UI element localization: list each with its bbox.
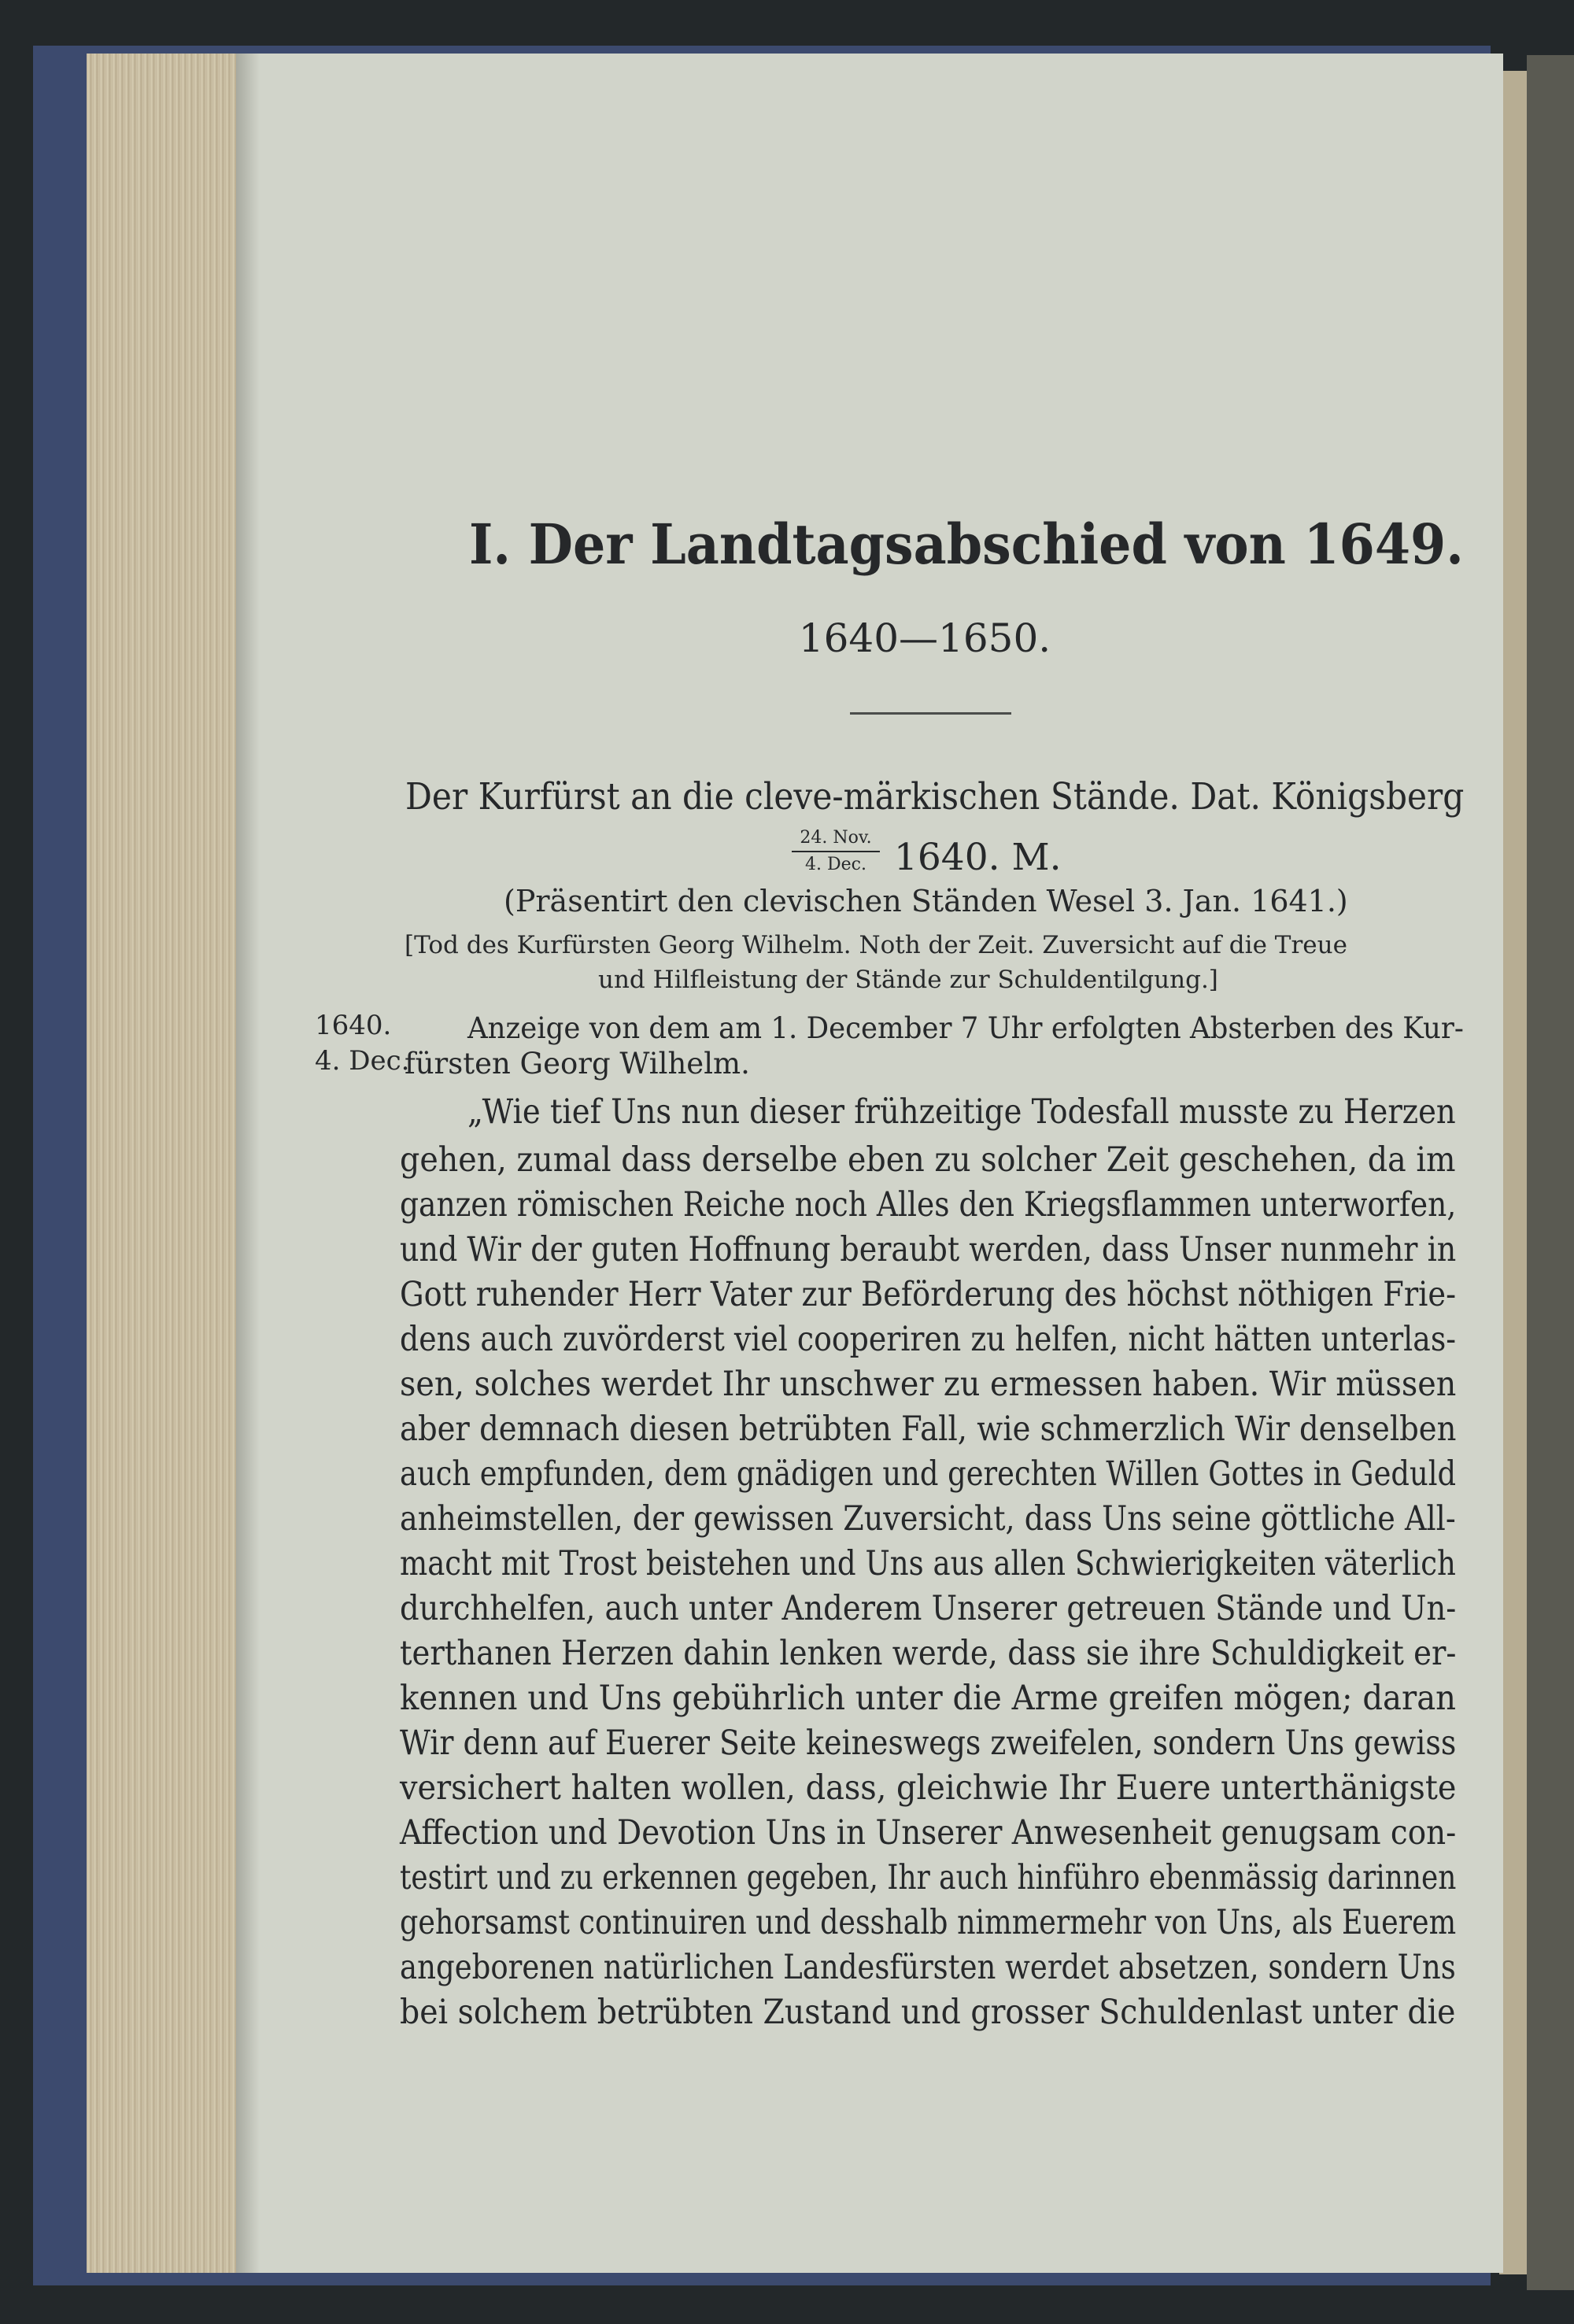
adjacent-page-edge xyxy=(1499,71,1531,2274)
document-heading: Der Kurfürst an die cleve-märkischen Stände. Dat. Königsberg xyxy=(405,775,1465,818)
body-line: Gott ruhender Herr Vater zur Beförderung des höchst nöthigen Frie- xyxy=(400,1275,1457,1314)
body-line: dens auch zuvörderst viel cooperiren zu helfen, nicht hätten unterlas- xyxy=(400,1320,1457,1359)
date-old-style: 24. Nov. xyxy=(792,829,880,852)
body-line: „Wie tief Uns nun dieser frühzeitige Todesfall musste zu Herzen xyxy=(467,1092,1456,1132)
body-line: durchhelfen, auch unter Anderem Unserer getreuen Stände und Un- xyxy=(400,1589,1457,1628)
body-line: angeborenen natürlichen Landesfürsten werdet absetzen, sondern Uns xyxy=(400,1948,1456,1987)
margin-note-date: 4. Dec. xyxy=(315,1045,410,1077)
summary-line: und Hilfleistung der Stände zur Schuldentilgung.] xyxy=(598,966,1218,994)
body-line: terthanen Herzen dahin lenken werde, dass sie ihre Schuldigkeit er- xyxy=(400,1634,1457,1673)
body-line: auch empfunden, dem gnädigen und gerechten Willen Gottes in Geduld xyxy=(400,1454,1457,1494)
body-line: gehorsamst continuiren und desshalb nimmermehr von Uns, als Euerem xyxy=(400,1903,1457,1942)
chapter-years: 1640—1650. xyxy=(798,615,1051,661)
body-line: kennen und Uns gebührlich unter die Arme greifen mögen; daran xyxy=(400,1679,1457,1718)
body-line: und Wir der guten Hoffnung beraubt werden, dass Unser nunmehr in xyxy=(400,1230,1457,1269)
body-line: aber demnach diesen betrübten Fall, wie schmerzlich Wir denselben xyxy=(400,1410,1457,1449)
body-line: bei solchem betrübten Zustand und grosser Schuldenlast unter die xyxy=(400,1993,1456,2032)
gutter-shadow xyxy=(236,54,260,2273)
page-edges xyxy=(87,54,241,2273)
body-line: testirt und zu erkennen gegeben, Ihr auch hinführo ebenmässig darinnen xyxy=(400,1858,1457,1897)
notice-line: fürsten Georg Wilhelm. xyxy=(405,1047,750,1081)
date-new-style: 4. Dec. xyxy=(805,855,866,874)
body-line: versichert halten wollen, dass, gleichwie Ihr Euere unterthänigste xyxy=(400,1768,1457,1808)
margin-note-year: 1640. xyxy=(315,1010,392,1041)
body-line: ganzen römischen Reiche noch Alles den Kriegsflammen unterworfen, xyxy=(400,1185,1457,1225)
body-line: sen, solches werdet Ihr unschwer zu ermessen haben. Wir müssen xyxy=(400,1365,1457,1404)
body-line: Affection und Devotion Uns in Unserer Anwesenheit genugsam con- xyxy=(400,1813,1457,1853)
date-fraction xyxy=(792,829,880,874)
summary-line: [Tod des Kurfürsten Georg Wilhelm. Noth der Zeit. Zuversicht auf die Treue xyxy=(405,931,1347,959)
notice-line: Anzeige von dem am 1. December 7 Uhr erfolgten Absterben des Kur- xyxy=(467,1011,1464,1045)
section-divider xyxy=(850,712,1011,715)
chapter-title: I. Der Landtagsabschied von 1649. xyxy=(469,512,1464,577)
body-line: anheimstellen, der gewissen Zuversicht, dass Uns seine göttliche All- xyxy=(400,1499,1456,1539)
spine-strip xyxy=(1527,55,1574,2290)
body-line: macht mit Trost beistehen und Uns aus allen Schwierigkeiten väterlich xyxy=(400,1544,1456,1583)
document-year: 1640. M. xyxy=(894,836,1062,879)
body-line: gehen, zumal dass derselbe eben zu solcher Zeit geschehen, da im xyxy=(400,1140,1456,1180)
presentation-note: (Präsentirt den clevischen Ständen Wesel 3. Jan. 1641.) xyxy=(504,884,1348,918)
body-line: Wir denn auf Euerer Seite keineswegs zweifelen, sondern Uns gewiss xyxy=(400,1724,1457,1763)
